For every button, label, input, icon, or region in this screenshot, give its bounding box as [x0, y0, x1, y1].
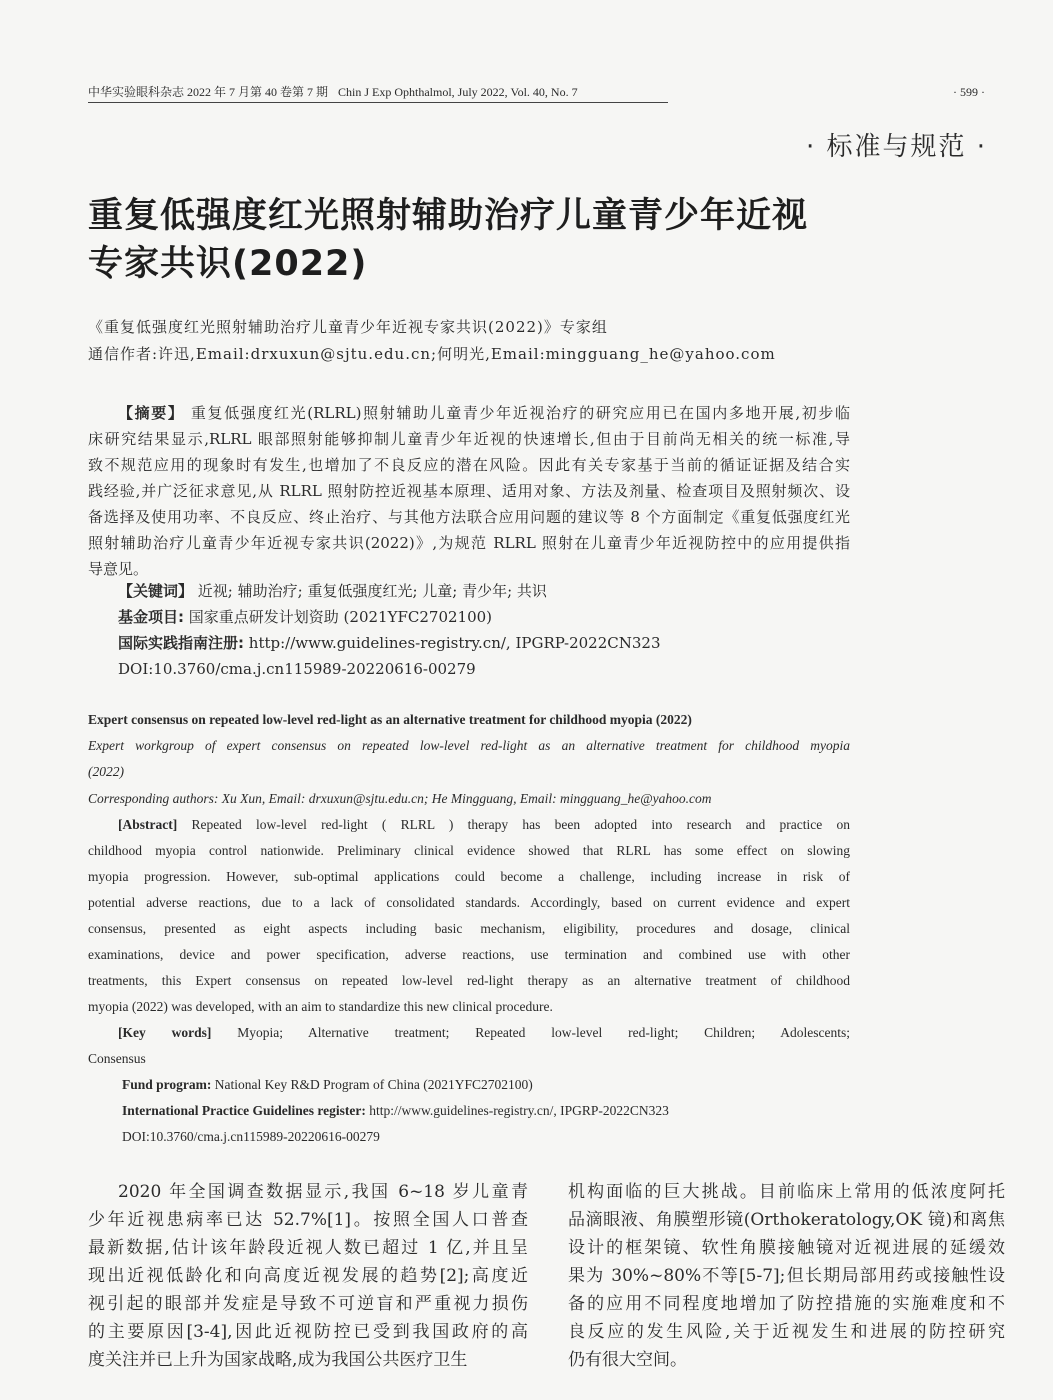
group-en: [88, 733, 850, 785]
abstract-en-label: [Abstract]: [118, 817, 178, 832]
body-line: 仍有很大空间。: [568, 1350, 687, 1370]
body-line: 果为 30%~80%不等[5-7];但长期局部用药或接触性设: [568, 1266, 1005, 1286]
abstract-cn-line: 备选择及使用功率、不良反应、终止治疗、与其他方法联合应用问题的建议等 8 个方面制定《重复低强度红光: [88, 508, 850, 526]
body-line: 的主要原因[3-4],因此近视防控已受到我国政府的高: [88, 1322, 528, 1342]
abstract-en-line: childhood myopia control nationwide. Preliminary clinical evidence showed that RLRL has some effect on slowing: [88, 843, 850, 858]
abstract-cn-line: 照射辅助治疗儿童青少年近视专家共识(2022)》,为规范 RLRL 照射在儿童青少年近视防控中的应用提供指: [88, 534, 850, 552]
keywords-en-line: [88, 1020, 850, 1046]
body-line: 设计的框架镜、软性角膜接触镜对近视进展的延缓效: [568, 1238, 1005, 1258]
fund-en-text: National Key R&D Program of China (2021YFC2702100): [214, 1077, 533, 1092]
keywords-cn-text: 近视; 辅助治疗; 重复低强度红光; 儿童; 青少年; 共识: [197, 582, 547, 600]
keywords-cn: [118, 578, 547, 604]
fund-en: [122, 1072, 533, 1098]
abstract-en-line: [88, 812, 850, 838]
group-en-line: Expert workgroup of expert consensus on repeated low-level red-light as an alternative treatment for childhood myopia: [88, 738, 850, 753]
body-lines: [88, 1178, 528, 1374]
abstract-en-text: Repeated low-level red-light ( RLRL ) therapy has been adopted into research and practice on: [191, 817, 850, 832]
fund-en-label: Fund program:: [122, 1077, 212, 1092]
title-line-2: 专家共识(2022): [88, 244, 368, 284]
abstract-cn-label: 【摘要】: [118, 404, 185, 422]
registry-cn: [118, 630, 661, 656]
registry-en-label: International Practice Guidelines register:: [122, 1103, 366, 1118]
fund-cn-label: 基金项目:: [118, 608, 184, 626]
abstract-en-line: consensus, presented as eight aspects including basic mechanism, eligibility, procedures and dosage, clinical: [88, 921, 850, 936]
keywords-en-line: Consensus: [88, 1051, 146, 1066]
body-line: 少年近视患病率已达 52.7%[1]。按照全国人口普查: [88, 1210, 528, 1230]
body-line: 良反应的发生风险,关于近视发生和进展的防控研究: [568, 1322, 1005, 1342]
registry-en: [122, 1098, 669, 1124]
body-line: 备的应用不同程度地增加了防控措施的实施难度和不: [568, 1294, 1005, 1314]
journal-cn: 中华实验眼科杂志 2022 年 7 月第 40 卷第 7 期: [88, 85, 329, 99]
registry-cn-label: 国际实践指南注册:: [118, 634, 244, 652]
fund-cn: [118, 604, 492, 630]
title-en: Expert consensus on repeated low-level red-light as an alternative treatment for childhood myopia (2022): [88, 712, 692, 727]
body-line: 现出近视低龄化和向高度近视发展的趋势[2];高度近: [88, 1266, 528, 1286]
doi-cn: DOI:10.3760/cma.j.cn115989-20220616-00279: [118, 660, 476, 678]
body-line: 2020 年全国调查数据显示,我国 6~18 岁儿童青: [118, 1182, 528, 1202]
abstract-cn: [88, 400, 850, 582]
abstract-cn-line: 致不规范应用的现象时有发生,也增加了不良反应的潜在风险。因此有关专家基于当前的循证证据及结合实: [88, 456, 850, 474]
body-line: 品滴眼液、角膜塑形镜(Orthokeratology,OK 镜)和离焦: [568, 1210, 1005, 1230]
group-en-line: (2022): [88, 764, 124, 779]
abstract-en-line: myopia progression. However, sub-optimal applications could become a challenge, including increase in risk of: [88, 869, 850, 884]
authors-group: 《重复低强度红光照射辅助治疗儿童青少年近视专家共识(2022)》专家组: [88, 318, 608, 336]
abstract-cn-line: 践经验,并广泛征求意见,从 RLRL 照射防控近视基本原理、适用对象、方法及剂量、检查项目及照射频次、设: [88, 482, 850, 500]
abstract-en-lines: [88, 838, 850, 1020]
abstract-cn-line: 导意见。: [88, 560, 149, 578]
body-lines: [568, 1178, 1005, 1374]
keywords-en-text: Myopia; Alternative treatment; Repeated low-level red-light; Children; Adolescents;: [237, 1025, 850, 1040]
abstract-cn-lines: [88, 426, 850, 582]
body-left-column: [88, 1178, 528, 1374]
body-right-column: [568, 1178, 1005, 1374]
keywords-en-label: [Key words]: [118, 1025, 212, 1040]
body-line: 最新数据,估计该年龄段近视人数已超过 1 亿,并且呈: [88, 1238, 528, 1258]
correspondence: 通信作者:许迅,Email:drxuxun@sjtu.edu.cn;何明光,Email:mingguang_he@yahoo.com: [88, 345, 776, 363]
body-line: 度关注并已上升为国家战略,成为我国公共医疗卫生: [88, 1350, 468, 1370]
abstract-cn-line: [88, 400, 850, 426]
abstract-en-line: potential adverse reactions, due to a lack of consolidated standards. Accordingly, based on current evidence and expert: [88, 895, 850, 910]
fund-cn-text: 国家重点研发计划资助 (2021YFC2702100): [188, 608, 493, 626]
abstract-cn-text: 重复低强度红光(RLRL)照射辅助儿童青少年近视治疗的研究应用已在国内多地开展,初步临: [190, 404, 850, 422]
corresponding-en: Corresponding authors: Xu Xun, Email: drxuxun@sjtu.edu.cn; He Mingguang, Email: mingguang_he@yahoo.com: [88, 791, 712, 806]
page-number: · 599 ·: [953, 85, 985, 99]
abstract-en-line: examinations, device and power specification, adverse reactions, use termination and combined use with other: [88, 947, 850, 962]
keywords-en: [88, 1020, 850, 1072]
journal-en: Chin J Exp Ophthalmol, July 2022, Vol. 40, No. 7: [338, 85, 578, 99]
registry-cn-link[interactable]: http://www.guidelines-registry.cn/, IPGRP-2022CN323: [248, 634, 661, 652]
abstract-en-line: treatments, this Expert consensus on repeated low-level red-light therapy as an alternative treatment of childhood: [88, 973, 850, 988]
body-line: 机构面临的巨大挑战。目前临床上常用的低浓度阿托: [568, 1182, 1005, 1202]
registry-en-link[interactable]: http://www.guidelines-registry.cn/, IPGRP-2022CN323: [369, 1103, 669, 1118]
doi-en: DOI:10.3760/cma.j.cn115989-20220616-00279: [122, 1129, 380, 1144]
abstract-en-line: myopia (2022) was developed, with an aim to standardize this new clinical procedure.: [88, 999, 553, 1014]
abstract-cn-line: 床研究结果显示,RLRL 眼部照射能够抑制儿童青少年近视的快速增长,但由于目前尚无相关的统一标准,导: [88, 430, 850, 448]
title-line-1: 重复低强度红光照射辅助治疗儿童青少年近视: [88, 196, 809, 236]
keywords-en-lines: [88, 1046, 850, 1072]
body-line: 视引起的眼部并发症是导致不可逆盲和严重视力损伤: [88, 1294, 528, 1314]
running-header: [88, 83, 668, 103]
keywords-cn-label: 【关键词】: [118, 582, 194, 600]
column-label: · 标准与规范 ·: [805, 132, 987, 162]
abstract-en: [88, 812, 850, 1020]
